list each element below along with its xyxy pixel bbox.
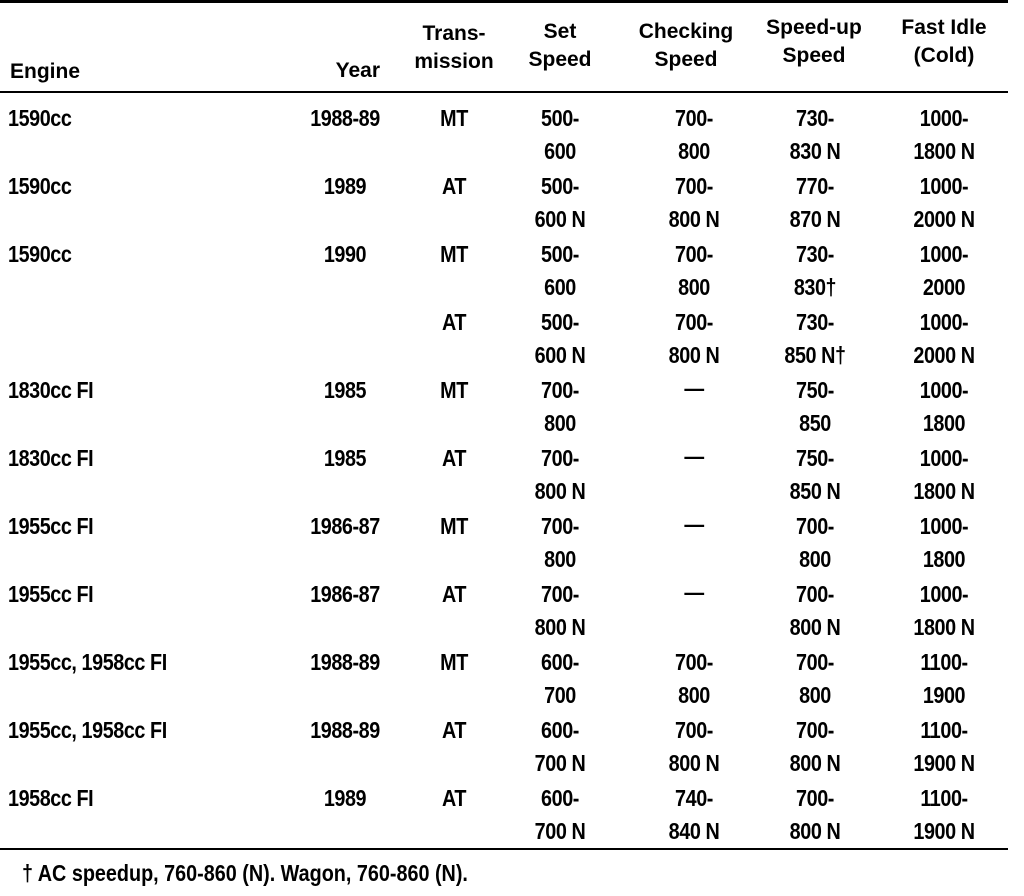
year-cell [298, 102, 393, 135]
speedup-speed-cell [763, 646, 868, 712]
speedup-speed-cell-line: 830† [793, 274, 837, 300]
speedup-speed-cell-line: 870 N [789, 206, 841, 232]
transmission-cell [411, 442, 497, 475]
engine-cell [8, 578, 266, 611]
fast-idle-cell [889, 442, 999, 508]
speedup-speed-cell-line: 750- [796, 445, 834, 471]
set-speed-cell-line: 700- [541, 513, 579, 539]
year-cell [298, 238, 393, 271]
year-cell [298, 714, 393, 747]
header-fast-idle-line-1: Fast Idle [901, 16, 987, 39]
transmission-cell [411, 238, 497, 271]
year-cell-line: 1988-89 [310, 105, 380, 131]
engine-cell [8, 782, 266, 815]
header-transmission-line-1: Trans- [422, 22, 486, 45]
year-cell [298, 646, 393, 679]
header-fast-idle [880, 14, 1008, 70]
speedup-speed-cell [763, 102, 868, 168]
set-speed-cell [515, 714, 604, 780]
speedup-speed-cell-line: 800 [799, 546, 831, 572]
fast-idle-cell [889, 238, 999, 304]
speedup-speed-cell [763, 306, 868, 372]
header-year [300, 57, 380, 85]
engine-cell-line: 1955cc, 1958cc FI [8, 717, 167, 743]
set-speed-cell-line: 500- [541, 241, 579, 267]
checking-speed-cell-line: 700- [675, 309, 713, 335]
year-cell-line: 1990 [323, 241, 367, 267]
set-speed-cell-line: 700- [541, 445, 579, 471]
transmission-cell [411, 510, 497, 543]
speedup-speed-cell-line: 800 N [789, 614, 841, 640]
transmission-cell-line: MT [440, 513, 468, 539]
fast-idle-cell-line: 1800 N [913, 478, 975, 504]
checking-speed-cell-line: 700- [675, 173, 713, 199]
set-speed-cell [515, 374, 604, 440]
set-speed-cell-line: 600 [544, 138, 576, 164]
engine-cell [8, 714, 266, 747]
engine-cell [8, 646, 266, 679]
set-speed-cell [515, 306, 604, 372]
year-cell-line: 1988-89 [310, 649, 380, 675]
transmission-cell [411, 782, 497, 815]
checking-speed-cell-line: — [684, 511, 704, 537]
header-set-speed-line-1: Set [543, 20, 577, 43]
year-cell [298, 170, 393, 203]
engine-cell [8, 442, 266, 475]
engine-cell [8, 170, 266, 203]
set-speed-cell [515, 578, 604, 644]
checking-speed-cell-line: 800 [678, 682, 710, 708]
set-speed-cell [515, 646, 604, 712]
year-cell-line: 1985 [323, 377, 367, 403]
transmission-cell-line: AT [441, 581, 467, 607]
header-speedup-speed [752, 14, 876, 70]
transmission-cell-line: AT [441, 717, 467, 743]
set-speed-cell-line: 600- [541, 717, 579, 743]
engine-cell [8, 238, 266, 271]
speedup-speed-cell [763, 578, 868, 644]
checking-speed-cell-line: 800 N [668, 342, 720, 368]
checking-speed-cell [639, 102, 749, 168]
set-speed-cell-line: 600 [544, 274, 576, 300]
header-set-speed-line-2: Speed [528, 48, 592, 71]
year-cell-line: 1989 [323, 173, 367, 199]
speedup-speed-cell-line: 700- [796, 717, 834, 743]
speedup-speed-cell-line: 730- [796, 241, 834, 267]
transmission-cell [411, 102, 497, 135]
fast-idle-cell [889, 646, 999, 712]
checking-speed-cell [639, 372, 749, 405]
set-speed-cell-line: 800 N [534, 614, 586, 640]
year-cell [298, 374, 393, 407]
set-speed-cell-line: 700 [544, 682, 576, 708]
speedup-speed-cell [763, 782, 868, 848]
set-speed-cell [515, 238, 604, 304]
year-cell [298, 510, 393, 543]
header-transmission-line-2: mission [414, 50, 494, 73]
engine-cell [8, 510, 266, 543]
speedup-speed-cell [763, 442, 868, 508]
speedup-speed-cell-line: 730- [796, 105, 834, 131]
set-speed-cell-line: 600- [541, 785, 579, 811]
speedup-speed-cell [763, 170, 868, 236]
transmission-cell-line: MT [440, 241, 468, 267]
fast-idle-cell-line: 1000- [919, 513, 969, 539]
year-cell-line: 1985 [323, 445, 367, 471]
speedup-speed-cell [763, 238, 868, 304]
speedup-speed-cell-line: 770- [796, 173, 834, 199]
checking-speed-cell-line: 700- [675, 649, 713, 675]
checking-speed-cell [639, 646, 749, 712]
fast-idle-cell-line: 1900 [922, 682, 966, 708]
checking-speed-cell [639, 306, 749, 372]
checking-speed-cell [639, 508, 749, 541]
transmission-cell-line: AT [441, 785, 467, 811]
set-speed-cell-line: 500- [541, 309, 579, 335]
transmission-cell-line: MT [440, 649, 468, 675]
header-speedup-speed-line-2: Speed [782, 44, 846, 67]
year-cell-line: 1988-89 [310, 717, 380, 743]
transmission-cell [411, 578, 497, 611]
speedup-speed-cell-line: 830 N [789, 138, 841, 164]
fast-idle-cell-line: 2000 N [913, 342, 975, 368]
fast-idle-cell-line: 2000 [922, 274, 966, 300]
header-checking-speed [620, 18, 752, 74]
checking-speed-cell [639, 170, 749, 236]
checking-speed-cell-line: 840 N [668, 818, 720, 844]
engine-cell-line: 1955cc, 1958cc FI [8, 649, 167, 675]
fast-idle-cell [889, 578, 999, 644]
fast-idle-cell [889, 374, 999, 440]
set-speed-cell [515, 510, 604, 576]
fast-idle-cell-line: 1000- [919, 309, 969, 335]
transmission-cell [411, 646, 497, 679]
year-cell-line: 1986-87 [310, 513, 380, 539]
engine-cell-line: 1830cc FI [8, 445, 94, 471]
transmission-cell [411, 170, 497, 203]
fast-idle-cell-line: 2000 N [913, 206, 975, 232]
set-speed-cell [515, 170, 604, 236]
speedup-speed-cell-line: 700- [796, 581, 834, 607]
transmission-cell-line: AT [441, 309, 467, 335]
checking-speed-cell [639, 576, 749, 609]
checking-speed-cell-line: — [684, 443, 704, 469]
checking-speed-cell [639, 782, 749, 848]
speedup-speed-cell-line: 750- [796, 377, 834, 403]
checking-speed-cell [639, 238, 749, 304]
engine-cell-line: 1955cc FI [8, 513, 94, 539]
fast-idle-cell-line: 1000- [919, 241, 969, 267]
transmission-cell [411, 306, 497, 339]
fast-idle-cell-line: 1800 N [913, 138, 975, 164]
speedup-speed-cell-line: 800 N [789, 750, 841, 776]
set-speed-cell-line: 600- [541, 649, 579, 675]
transmission-cell-line: AT [441, 445, 467, 471]
transmission-cell [411, 714, 497, 747]
fast-idle-cell-line: 1900 N [913, 818, 975, 844]
set-speed-cell-line: 800 [544, 410, 576, 436]
fast-idle-cell-line: 1800 N [913, 614, 975, 640]
year-cell [298, 782, 393, 815]
header-transmission [404, 20, 504, 76]
fast-idle-cell [889, 170, 999, 236]
fast-idle-cell-line: 1000- [919, 445, 969, 471]
engine-cell [8, 102, 266, 135]
checking-speed-cell-line: 700- [675, 717, 713, 743]
fast-idle-cell [889, 306, 999, 372]
checking-speed-cell-line: — [684, 375, 704, 401]
checking-speed-cell-line: — [684, 579, 704, 605]
checking-speed-cell-line: 700- [675, 241, 713, 267]
fast-idle-cell-line: 1000- [919, 105, 969, 131]
checking-speed-cell-line: 800 N [668, 206, 720, 232]
set-speed-cell-line: 500- [541, 105, 579, 131]
checking-speed-cell [639, 440, 749, 473]
header-checking-speed-line-2: Speed [654, 48, 718, 71]
year-cell [298, 442, 393, 475]
set-speed-cell [515, 102, 604, 168]
header-speedup-speed-line-1: Speed-up [766, 16, 862, 39]
header-fast-idle-line-2: (Cold) [913, 44, 975, 67]
checking-speed-cell [639, 714, 749, 780]
checking-speed-cell-line: 800 N [668, 750, 720, 776]
speedup-speed-cell-line: 730- [796, 309, 834, 335]
header-set-speed [508, 18, 612, 74]
checking-speed-cell-line: 800 [678, 138, 710, 164]
set-speed-cell-line: 500- [541, 173, 579, 199]
year-cell [298, 578, 393, 611]
set-speed-cell-line: 700 N [534, 818, 586, 844]
speedup-speed-cell [763, 510, 868, 576]
engine-cell [8, 374, 266, 407]
fast-idle-cell-line: 1900 N [913, 750, 975, 776]
checking-speed-cell-line: 700- [675, 105, 713, 131]
speedup-speed-cell-line: 700- [796, 785, 834, 811]
fast-idle-cell [889, 510, 999, 576]
checking-speed-cell-line: 740- [675, 785, 713, 811]
set-speed-cell-line: 800 [544, 546, 576, 572]
fast-idle-cell-line: 1800 [922, 410, 966, 436]
engine-cell-line: 1955cc FI [8, 581, 94, 607]
transmission-cell-line: AT [441, 173, 467, 199]
bottom-rule [0, 848, 1008, 850]
fast-idle-cell [889, 102, 999, 168]
engine-cell-line: 1590cc [8, 241, 72, 267]
header-year-line: Year [335, 59, 380, 82]
fast-idle-cell-line: 1100- [920, 785, 968, 811]
fast-idle-cell-line: 1100- [920, 649, 968, 675]
fast-idle-cell-line: 1100- [920, 717, 968, 743]
header-rule [0, 91, 1008, 93]
top-rule [0, 0, 1008, 3]
speedup-speed-cell-line: 850 N [789, 478, 841, 504]
fast-idle-cell-line: 1000- [919, 581, 969, 607]
engine-cell-line: 1590cc [8, 173, 72, 199]
set-speed-cell [515, 442, 604, 508]
set-speed-cell-line: 700- [541, 581, 579, 607]
speedup-speed-cell-line: 800 N [789, 818, 841, 844]
fast-idle-cell [889, 782, 999, 848]
footnote: † AC speedup, 760-860 (N). Wagon, 760-860 (N). [22, 860, 468, 886]
engine-cell-line: 1958cc FI [8, 785, 94, 811]
set-speed-cell-line: 700- [541, 377, 579, 403]
engine-cell-line: 1590cc [8, 105, 72, 131]
engine-cell-line: 1830cc FI [8, 377, 94, 403]
speedup-speed-cell [763, 714, 868, 780]
transmission-cell [411, 374, 497, 407]
speedup-speed-cell-line: 800 [799, 682, 831, 708]
header-engine [10, 58, 160, 86]
fast-idle-cell-line: 1800 [922, 546, 966, 572]
speedup-speed-cell-line: 850 [799, 410, 831, 436]
speedup-speed-cell-line: 850 N† [784, 342, 846, 368]
set-speed-cell-line: 600 N [534, 342, 586, 368]
fast-idle-cell-line: 1000- [919, 377, 969, 403]
header-engine-line: Engine [10, 60, 81, 83]
header-checking-speed-line-1: Checking [638, 20, 734, 43]
speedup-speed-cell-line: 700- [796, 513, 834, 539]
fast-idle-cell [889, 714, 999, 780]
set-speed-cell [515, 782, 604, 848]
fast-idle-cell-line: 1000- [919, 173, 969, 199]
speedup-speed-cell [763, 374, 868, 440]
set-speed-cell-line: 600 N [534, 206, 586, 232]
transmission-cell-line: MT [440, 105, 468, 131]
year-cell-line: 1989 [323, 785, 367, 811]
set-speed-cell-line: 700 N [534, 750, 586, 776]
speedup-speed-cell-line: 700- [796, 649, 834, 675]
set-speed-cell-line: 800 N [534, 478, 586, 504]
checking-speed-cell-line: 800 [678, 274, 710, 300]
year-cell-line: 1986-87 [310, 581, 380, 607]
transmission-cell-line: MT [440, 377, 468, 403]
